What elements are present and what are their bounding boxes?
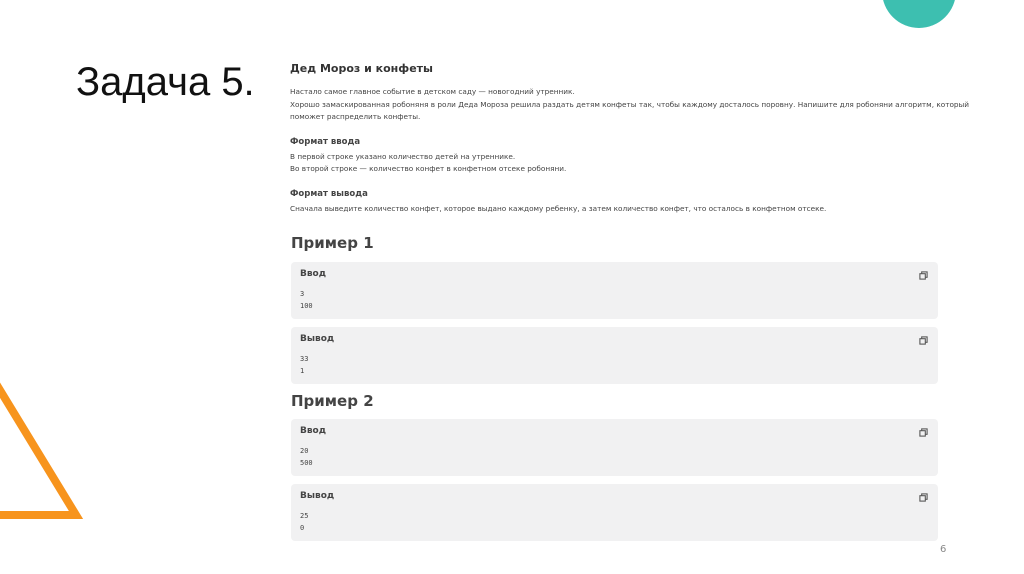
code-line: 500 [300,459,313,467]
code-line: 20 [300,447,309,455]
output-format-heading: Формат вывода [290,188,368,199]
decorative-triangle [0,370,90,530]
code-line: 3 [300,290,305,298]
decorative-circle [882,0,956,28]
code-line: 25 [300,512,309,520]
example-1-input-box [291,262,938,319]
box-content[interactable] [300,445,313,469]
box-content[interactable] [300,288,313,312]
example-2-input-box [291,419,938,476]
copy-icon[interactable] [919,493,928,502]
example-2-title: Пример 2 [291,392,374,410]
page-number: 6 [940,544,947,555]
box-label: Вывод [300,334,335,344]
example-2-output-box [291,484,938,541]
box-label: Вывод [300,491,335,501]
task-description-line: Хорошо замаскированная робоняня в роли Деда Мороза решила раздать детям конфеты так, чтобы каждому досталось поровну. Напишите для робоняни алгоритм, который [290,99,970,109]
task-description-line: поможет распределить конфеты. [290,112,421,121]
output-format-line: Сначала выведите количество конфет, которое выдано каждому ребенку, а затем количество конфет, что осталось в конфетном отсеке. [290,203,827,213]
box-label: Ввод [300,426,327,436]
task-content [290,62,970,215]
example-1-output-box [291,327,938,384]
slide-title: Задача 5. [76,60,255,104]
code-line: 100 [300,302,313,310]
task-description-line: Настало самое главное событие в детском саду — новогодний утренник. [290,87,575,96]
copy-icon[interactable] [919,428,928,437]
code-line: 0 [300,524,305,532]
input-format-line: В первой строке указано количество детей на утреннике. [290,151,516,161]
copy-icon[interactable] [919,336,928,345]
box-content[interactable] [300,510,308,534]
copy-icon[interactable] [919,271,928,280]
box-label: Ввод [300,269,327,279]
code-line: 33 [300,355,309,363]
example-1-title: Пример 1 [291,234,374,252]
input-format-heading: Формат ввода [290,136,361,147]
box-content[interactable] [300,353,308,377]
task-title: Дед Мороз и конфеты [290,62,433,75]
code-line: 1 [300,367,305,375]
input-format-line: Во второй строке — количество конфет в конфетном отсеке робоняни. [290,164,567,173]
